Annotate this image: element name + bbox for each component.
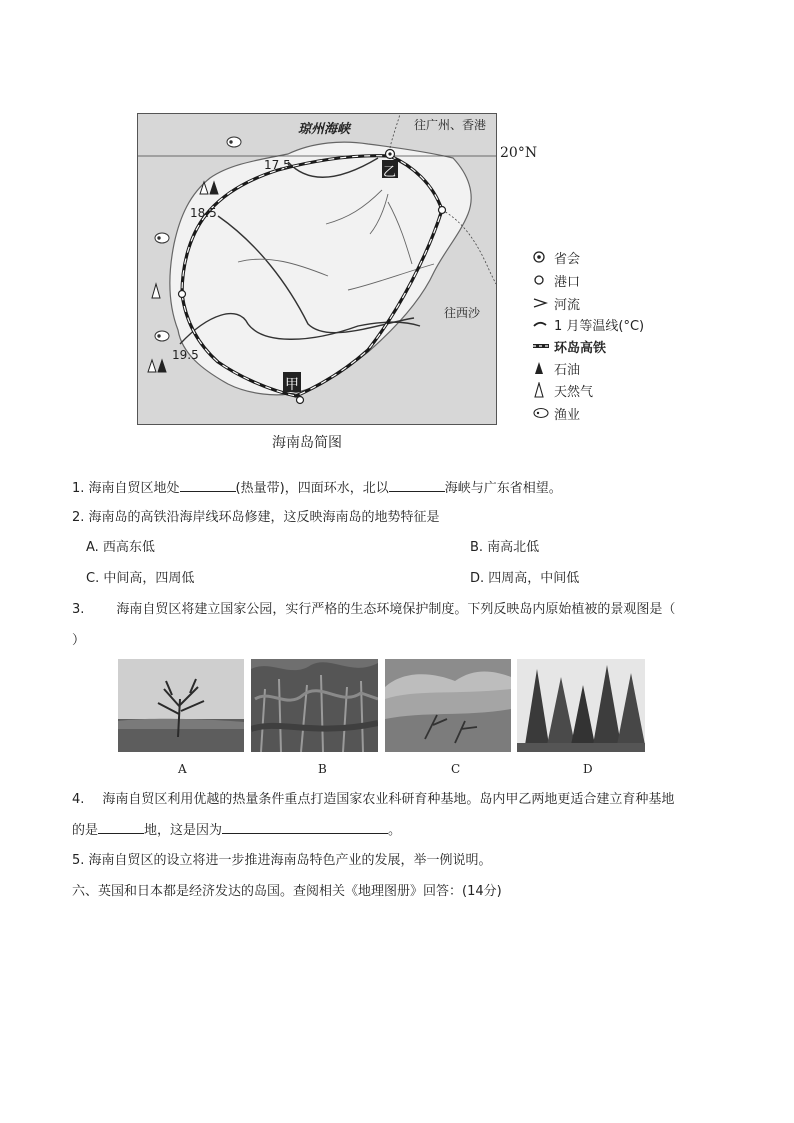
answer-blank[interactable] <box>98 820 144 834</box>
isotherm-label: 18.5 <box>190 206 217 220</box>
hainan-map <box>137 113 497 425</box>
legend-item <box>532 314 644 334</box>
q4-text-b: 地，这是因为 <box>144 823 223 838</box>
oil-icon <box>532 361 554 375</box>
map-caption: 海南岛简图 <box>272 435 342 451</box>
legend-label: 石油 <box>554 362 581 378</box>
legend-label: 环岛高铁 <box>554 340 607 356</box>
q4-text: 海南自贸区利用优越的热量条件重点打造国家农业科研育种基地。岛内甲乙两地更适合建立育种基地 <box>102 792 675 807</box>
legend-label: 河流 <box>554 297 581 313</box>
legend-item <box>532 293 580 313</box>
port-icon <box>532 273 554 287</box>
river-icon <box>532 296 554 310</box>
question-5: 5. 海南自贸区的设立将进一步推进海南岛特色产业的发展，举一例说明。 <box>72 853 492 868</box>
photo-label-d: D <box>583 762 593 776</box>
photo-d-conifer-forest[interactable] <box>517 659 645 752</box>
answer-blank[interactable] <box>389 478 445 492</box>
gas-icon <box>532 382 554 398</box>
isotherm-icon <box>532 317 554 331</box>
photo-a-savanna[interactable] <box>118 659 244 752</box>
legend-item <box>532 247 580 267</box>
q1-text-b: (热量带)，四面环水，北以 <box>235 481 389 496</box>
fishery-icon <box>532 406 554 420</box>
legend-label: 渔业 <box>554 407 581 423</box>
q4-text-c: 。 <box>388 823 402 838</box>
city-jia-label: 甲 <box>285 377 299 393</box>
option-b[interactable]: B. 南高北低 <box>470 540 540 555</box>
legend-item <box>532 380 593 400</box>
option-a[interactable]: A. 西高东低 <box>86 540 155 555</box>
legend-item <box>532 270 580 290</box>
capital-icon <box>532 250 554 264</box>
photo-c-desert[interactable] <box>385 659 511 752</box>
question-3 <box>72 600 675 620</box>
legend-item <box>532 336 606 356</box>
section-6-heading: 六、英国和日本都是经济发达的岛国。查阅相关《地理图册》回答：(14分) <box>72 884 502 899</box>
route-label-se: 往西沙 <box>444 306 481 320</box>
q3-number: 3. <box>72 602 85 617</box>
strait-label: 琼州海峡 <box>298 122 351 137</box>
q4-number: 4. <box>72 792 85 807</box>
legend-label: 天然气 <box>554 384 594 400</box>
question-1 <box>72 478 562 499</box>
q4-text-a: 的是 <box>72 823 99 838</box>
photo-label-b: B <box>318 762 327 776</box>
legend-label: 1 月等温线(°C) <box>554 318 645 334</box>
photo-label-a: A <box>178 762 187 776</box>
railway-icon <box>532 339 554 353</box>
question-2: 2. 海南岛的高铁沿海岸线环岛修建，这反映海南岛的地势特征是 <box>72 510 440 525</box>
legend-label: 省会 <box>554 251 581 267</box>
question-4-line2 <box>72 820 401 841</box>
answer-blank[interactable] <box>180 478 236 492</box>
option-d[interactable]: D. 四周高，中间低 <box>470 571 580 586</box>
legend-label: 港口 <box>554 274 581 290</box>
legend-item <box>532 403 580 423</box>
route-label-ne: 往广州、香港 <box>414 118 487 132</box>
photo-label-c: C <box>451 762 461 776</box>
latitude-label: 20°N <box>500 145 538 161</box>
question-4 <box>72 790 674 810</box>
isotherm-label: 19.5 <box>172 348 199 362</box>
photo-b-rainforest[interactable] <box>251 659 378 752</box>
q1-text-c: 海峡与广东省相望。 <box>444 481 562 496</box>
legend-item <box>532 358 580 378</box>
map-graphic <box>138 114 496 424</box>
q1-text-a: 1. 海南自贸区地处 <box>72 481 180 496</box>
port-marker <box>297 397 304 404</box>
q3-close-paren: ） <box>72 633 86 648</box>
answer-blank[interactable] <box>222 820 388 834</box>
isotherm-label: 17.5 <box>264 158 291 172</box>
option-c[interactable]: C. 中间高，四周低 <box>86 571 195 586</box>
port-marker <box>179 291 186 298</box>
q3-text: 海南自贸区将建立国家公园，实行严格的生态环境保护制度。下列反映岛内原始植被的景观图是（ <box>116 602 676 617</box>
city-yi-label: 乙 <box>383 165 397 180</box>
port-marker <box>439 207 446 214</box>
